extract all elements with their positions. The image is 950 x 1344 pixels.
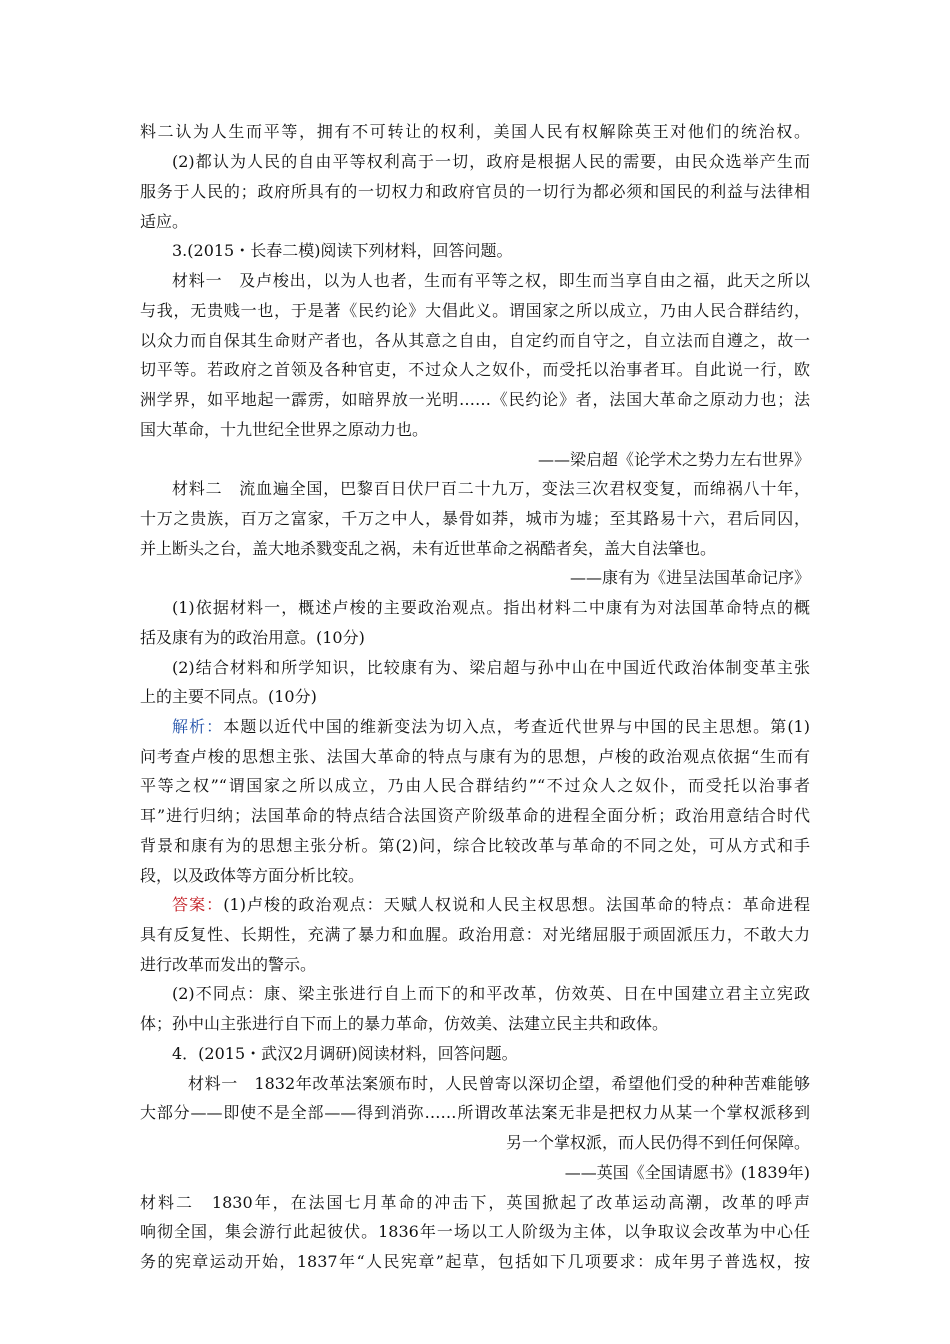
text-line: 以众力而自保其生命财产者也，各从其意之自由，自定约而自守之，自立法而自遵之，故一	[140, 331, 810, 350]
text-line: 另一个掌权派，而人民仍得不到任何保障。	[505, 1133, 810, 1152]
text-line: 材料一 1832年改革法案颁布时，人民曾寄以深切企望，希望他们受的种种苦难能够	[188, 1074, 810, 1093]
text-line: 问考查卢梭的思想主张、法国大革命的特点与康有为的思想，卢梭的政治观点依据“生而有	[140, 747, 810, 766]
text-line: 料二认为人生而平等，拥有不可转让的权利，美国人民有权解除英王对他们的统治权。	[140, 122, 810, 141]
text-line: 并上断头之台，盖大地杀戮变乱之祸，未有近世革命之祸酷者矣，盖大自法肇也。	[140, 539, 717, 558]
text-line: 材料一 及卢梭出，以为人也者，生而有平等之权，即生而当享自由之福，此天之所以	[172, 271, 810, 290]
text-line: 体；孙中山主张进行自下而上的暴力革命，仿效美、法建立民主共和政体。	[140, 1014, 669, 1033]
text-line: 与我，无贵贱一也，于是著《民约论》大倡此义。谓国家之所以成立，乃由人民合群结约，	[140, 301, 810, 320]
text-line: 务的宪章运动开始，1837年“人民宪章”起草，包括如下几项要求：成年男子普选权，按	[140, 1252, 810, 1271]
answer-line: 答案：(1)卢梭的政治观点：天赋人权说和人民主权思想。法国革命的特点：革命进程	[172, 895, 810, 914]
text-line: 平等之权”“谓国家之所以成立，乃由人民合群结约”“不过众人之奴仆，而受托以治事者	[140, 776, 810, 795]
analysis-label: 解析：	[172, 717, 224, 736]
question-heading: 3.(2015・长春二模)阅读下列材料，回答问题。	[172, 241, 513, 260]
text-line: 洲学界，如平地起一霹雳，如暗界放一光明……《民约论》者，法国大革命之原动力也；法	[140, 390, 810, 409]
text-line: 大部分——即使不是全部——得到消弥……所谓改革法案无非是把权力从某一个掌权派移到	[140, 1103, 810, 1122]
text-line: 十万之贵族，百万之富家，千万之中人，暴骨如莽，城市为墟；至其路易十六，君后同囚，	[140, 509, 810, 528]
text-line: 适应。	[140, 212, 189, 231]
text-line: 国大革命，十九世纪全世界之原动力也。	[140, 420, 429, 439]
citation: ——英国《全国请愿书》(1839年)	[564, 1163, 810, 1182]
answer-label: 答案：	[172, 895, 224, 914]
text-line: (1)依据材料一，概述卢梭的主要政治观点。指出材料二中康有为对法国革命特点的概	[172, 598, 810, 617]
citation: ——康有为《进呈法国革命记序》	[569, 568, 810, 587]
text-line: 具有反复性、长期性，充满了暴力和血腥。政治用意：对光绪屈服于顽固派压力，不敢大力	[140, 925, 810, 944]
citation: ——梁启超《论学术之势力左右世界》	[537, 450, 810, 469]
analysis-line: 解析：本题以近代中国的维新变法为切入点，考查近代世界与中国的民主思想。第(1)	[172, 717, 810, 736]
text-line: 上的主要不同点。(10分)	[140, 687, 317, 706]
text-line: 响彻全国，集会游行此起彼伏。1836年一场以工人阶级为主体，以争取议会改革为中心任	[140, 1222, 810, 1241]
text-line: 段，以及政体等方面分析比较。	[140, 866, 365, 885]
text-line: (2)结合材料和所学知识，比较康有为、梁启超与孙中山在中国近代政治体制变革主张	[172, 658, 810, 677]
text-line: (2)不同点：康、梁主张进行自上而下的和平改革，仿效英、日在中国建立君主立宪政	[172, 984, 810, 1003]
text-line: 括及康有为的政治用意。(10分)	[140, 628, 365, 647]
text-line: 切平等。若政府之首领及各种官吏，不过众人之奴仆，而受托以治事者耳。自此说一行，欧	[140, 360, 810, 379]
text-line: 服务于人民的；政府所具有的一切权力和政府官员的一切行为都必须和国民的利益与法律相	[140, 182, 810, 201]
text-line: 耳”进行归纳；法国革命的特点结合法国资产阶级革命的进程全面分析；政治用意结合时代	[140, 806, 810, 825]
text-line: 背景和康有为的思想主张分析。第(2)问，综合比较改革与革命的不同之处，可从方式和手	[140, 836, 810, 855]
text-line: 材料二 流血遍全国，巴黎百日伏尸百二十九万，变法三次君权变复，而绵祸八十年，	[172, 479, 810, 498]
text-line: 进行改革而发出的警示。	[140, 955, 317, 974]
text-line: (2)都认为人民的自由平等权利高于一切，政府是根据人民的需要，由民众选举产生而	[172, 152, 810, 171]
text-line: 材料二 1830年，在法国七月革命的冲击下，英国掀起了改革运动高潮，改革的呼声	[140, 1193, 810, 1212]
question-heading: 4．(2015・武汉2月调研)阅读材料，回答问题。	[172, 1044, 518, 1063]
